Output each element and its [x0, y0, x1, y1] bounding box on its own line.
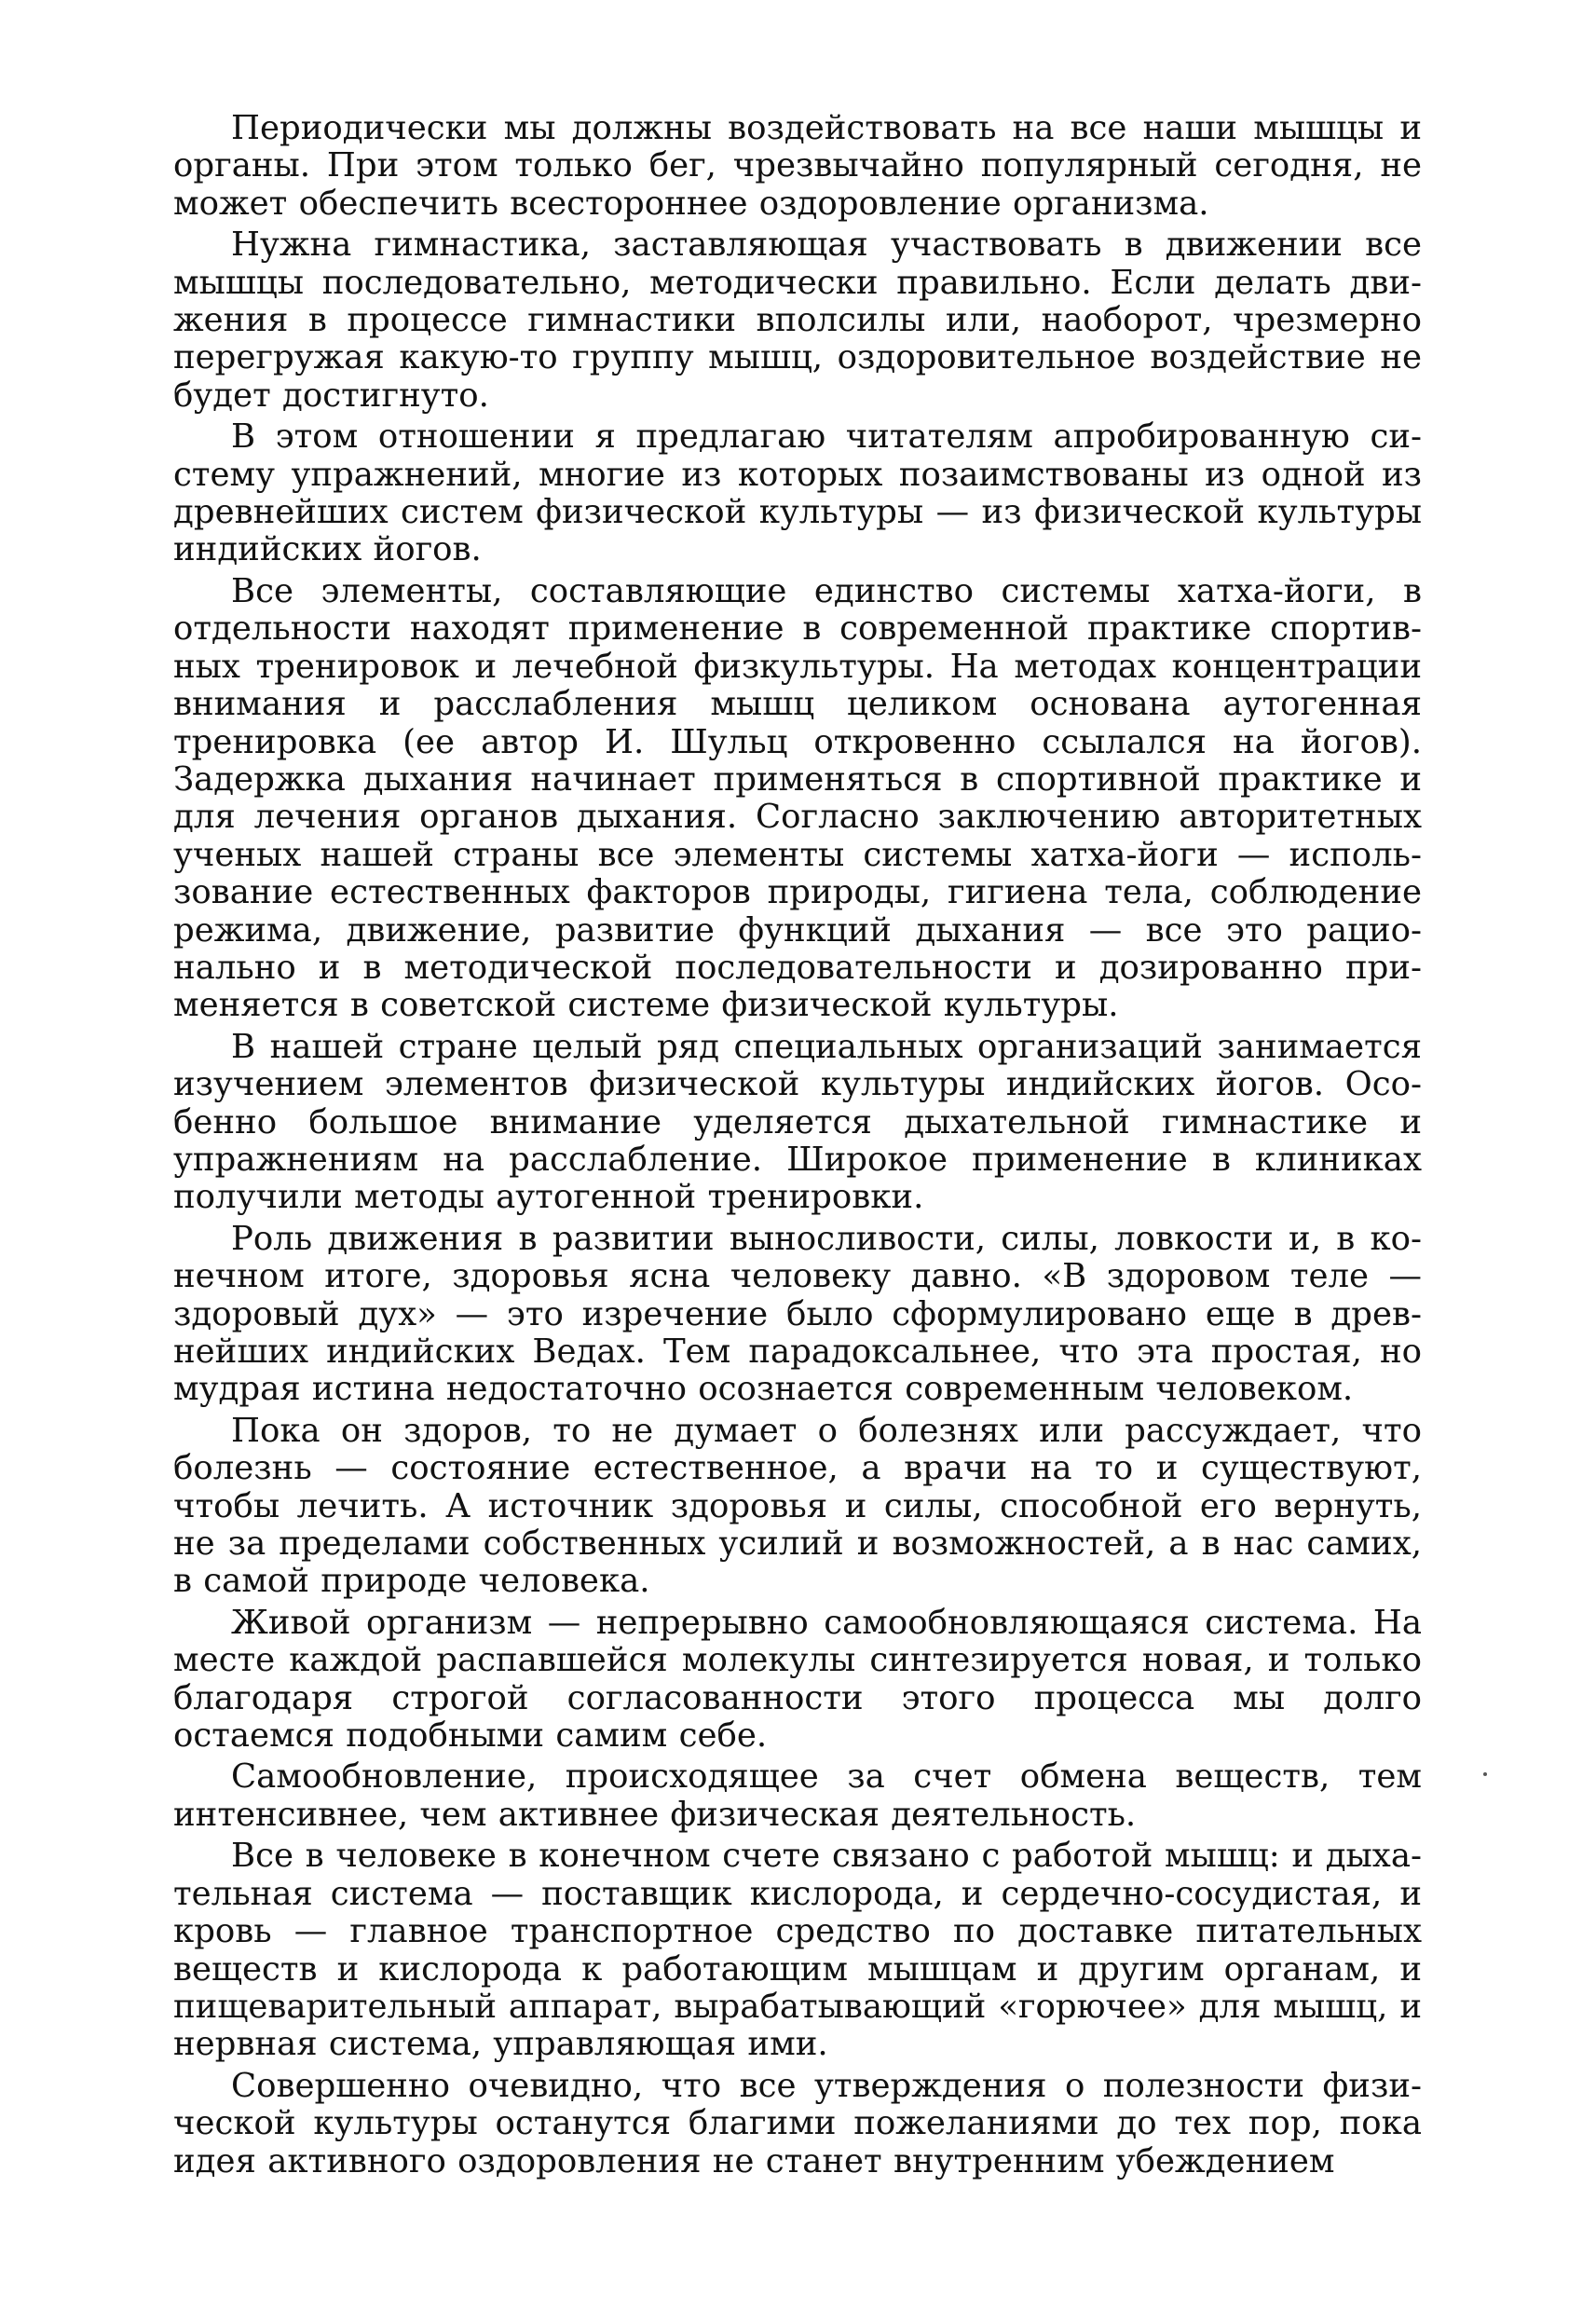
paragraph-1: Периодически мы должны воздействовать на все наши мышцы и органы. При этом только бег, чрезвычайно популярный сегодня, не может обеспечить всестороннее оздоровление организма.: [173, 109, 1422, 223]
paragraph-8: Живой организм — непрерывно самообновляющаяся система. На месте каждой распавшейся молекулы синтезируется новая, и только благодаря строгой согласованности этого процесса мы долго остаемся подобными самим себе.: [173, 1603, 1422, 1756]
document-page: [173, 110, 1422, 2184]
paragraph-11: Совершенно очевидно, что все утверждения о полезности физической культуры останутся благими пожеланиями до тех пор, пока идея активного оздоровления не станет внутренним убеждением: [173, 2066, 1422, 2180]
paragraph-6: Роль движения в развитии выносливости, силы, ловкости и, в конечном итоге, здоровья ясна человеку давно. «В здоровом теле — здоровый дух» — это изречение было сформулировано еще в древнейших индийских Ведах. Тем парадоксальнее, что эта простая, но мудрая истина недостаточно осознается современным человеком.: [173, 1219, 1422, 1409]
paragraph-4: Все элементы, составляющие единство системы хатха-йоги, в отдельности находят применение в современной практике спортивных тренировок и лечебной физкультуры. На методах концентрации внимания и расслабления мышц целиком основана аутогенная тренировка (ее автор И. Шульц откровенно ссылался на йогов). Задержка дыхания начинает применяться в спортивной практике и для лечения органов дыхания. Согласно заключению авторитетных ученых нашей страны все элементы системы хатха-йоги — использование естественных факторов природы, гигиена тела, соблюдение режима, движение, развитие функций дыхания — все это рационально и в методической последовательности и дозированно применяется в советской системе физической культуры.: [173, 571, 1422, 1025]
paragraph-5: В нашей стране целый ряд специальных организаций занимается изучением элементов физической культуры индийских йогов. Особенно большое внимание уделяется дыхательной гимнастике и упражнениям на расслабление. Широкое применение в клиниках получили методы аутогенной тренировки.: [173, 1027, 1422, 1217]
paragraph-10: Все в человеке в конечном счете связано с работой мышц: и дыхательная система — поставщик кислорода, и сердечно-сосудистая, и кровь — главное транспортное средство по доставке питательных веществ и кислорода к работающим мышцам и другим органам, и пищеварительный аппарат, вырабатывающий «горючее» для мышц, и нервная система, управляющая ими.: [173, 1837, 1422, 2064]
paragraph-9: Самообновление, происходящее за счет обмена веществ, тем интенсивнее, чем активнее физическая деятельность.: [173, 1757, 1422, 1834]
paragraph-7: Пока он здоров, то не думает о болезнях или рассуждает, что болезнь — состояние естественное, а врачи на то и существуют, чтобы лечить. А источник здоровья и силы, способной его вернуть, не за пределами собственных усилий и возможностей, а в нас самих, в самой природе человека.: [173, 1411, 1422, 1601]
paragraph-2: Нужна гимнастика, заставляющая участвовать в движении все мышцы последовательно, методически правильно. Если делать движения в процессе гимнастики вполсилы или, наоборот, чрезмерно перегружая какую-то группу мышц, оздоровительное воздействие не будет достигнуто.: [173, 226, 1422, 415]
paragraph-3: В этом отношении я предлагаю читателям апробированную систему упражнений, многие из которых позаимствованы из одной из древнейших систем физической культуры — из физической культуры индийских йогов.: [173, 417, 1422, 569]
scan-speck: [1483, 1772, 1487, 1776]
